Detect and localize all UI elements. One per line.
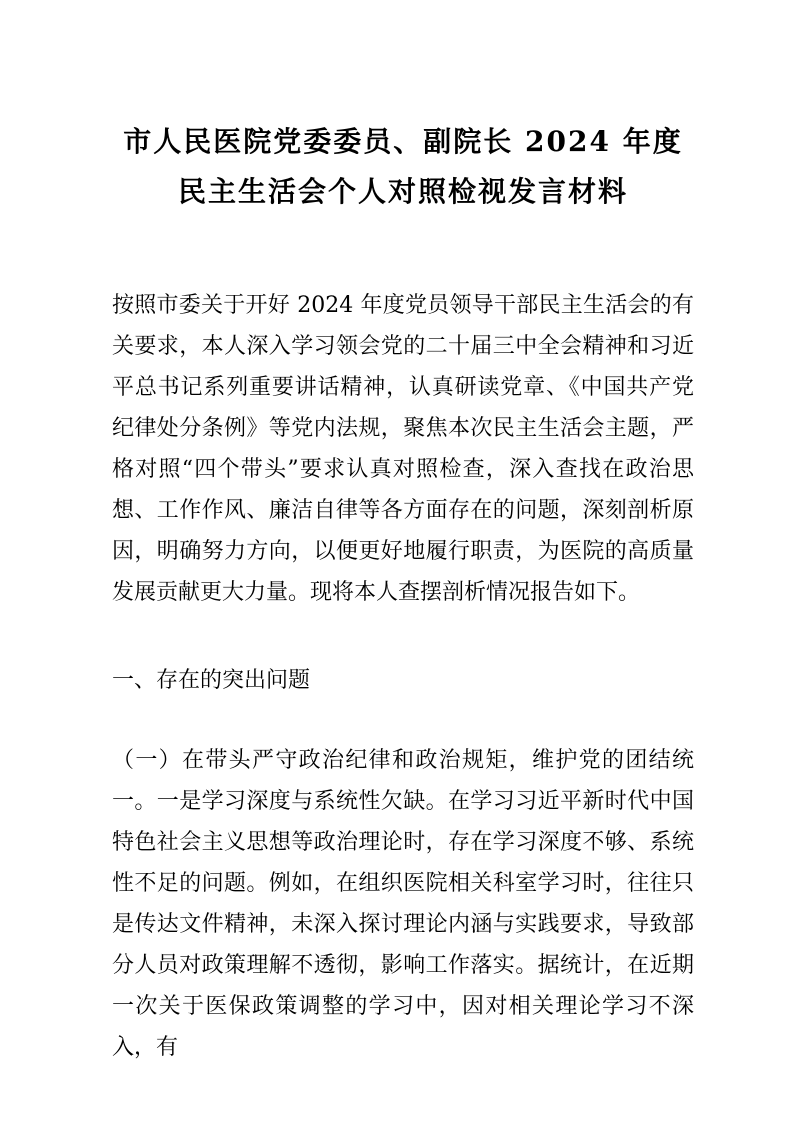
issue-paragraph: （一）在带头严守政治纪律和政治规矩，维护党的团结统一。一是学习深度与系统性欠缺。在学习习近平新时代中国特色社会主义思想等政治理论时，存在学习深度不够、系统性不足的问题。例如，在组织医院相关科室学习时，往往只是传达文件精神，未深入探讨理论内涵与实践要求，导致部分人员对政策理解不透彻，影响工作落实。据统计，在近期一次关于医保政策调整的学习中，因对相关理论学习不深入，有	[112, 748, 694, 1060]
document-content	[112, 0, 694, 1068]
section-heading-existing-problems: 一、存在的突出问题	[112, 668, 311, 693]
intro-paragraph: 按照市委关于开好 2024 年度党员领导干部民主生活会的有关要求，本人深入学习领会党的二十届三中全会精神和习近平总书记系列重要讲话精神，认真研读党章、《中国共产党纪律处分条例》等党内法规，聚焦本次民主生活会主题，严格对照“四个带头”要求认真对照检查，深入查找在政治思想、工作作风、廉洁自律等各方面存在的问题，深刻剖析原因，明确努力方向，以便更好地履行职责，为医院的高质量发展贡献更大力量。现将本人查摆剖析情况报告如下。	[112, 293, 694, 605]
document-title: 市人民医院党委委员、副院长 2024 年度民主生活会个人对照检视发言材料	[123, 125, 683, 208]
